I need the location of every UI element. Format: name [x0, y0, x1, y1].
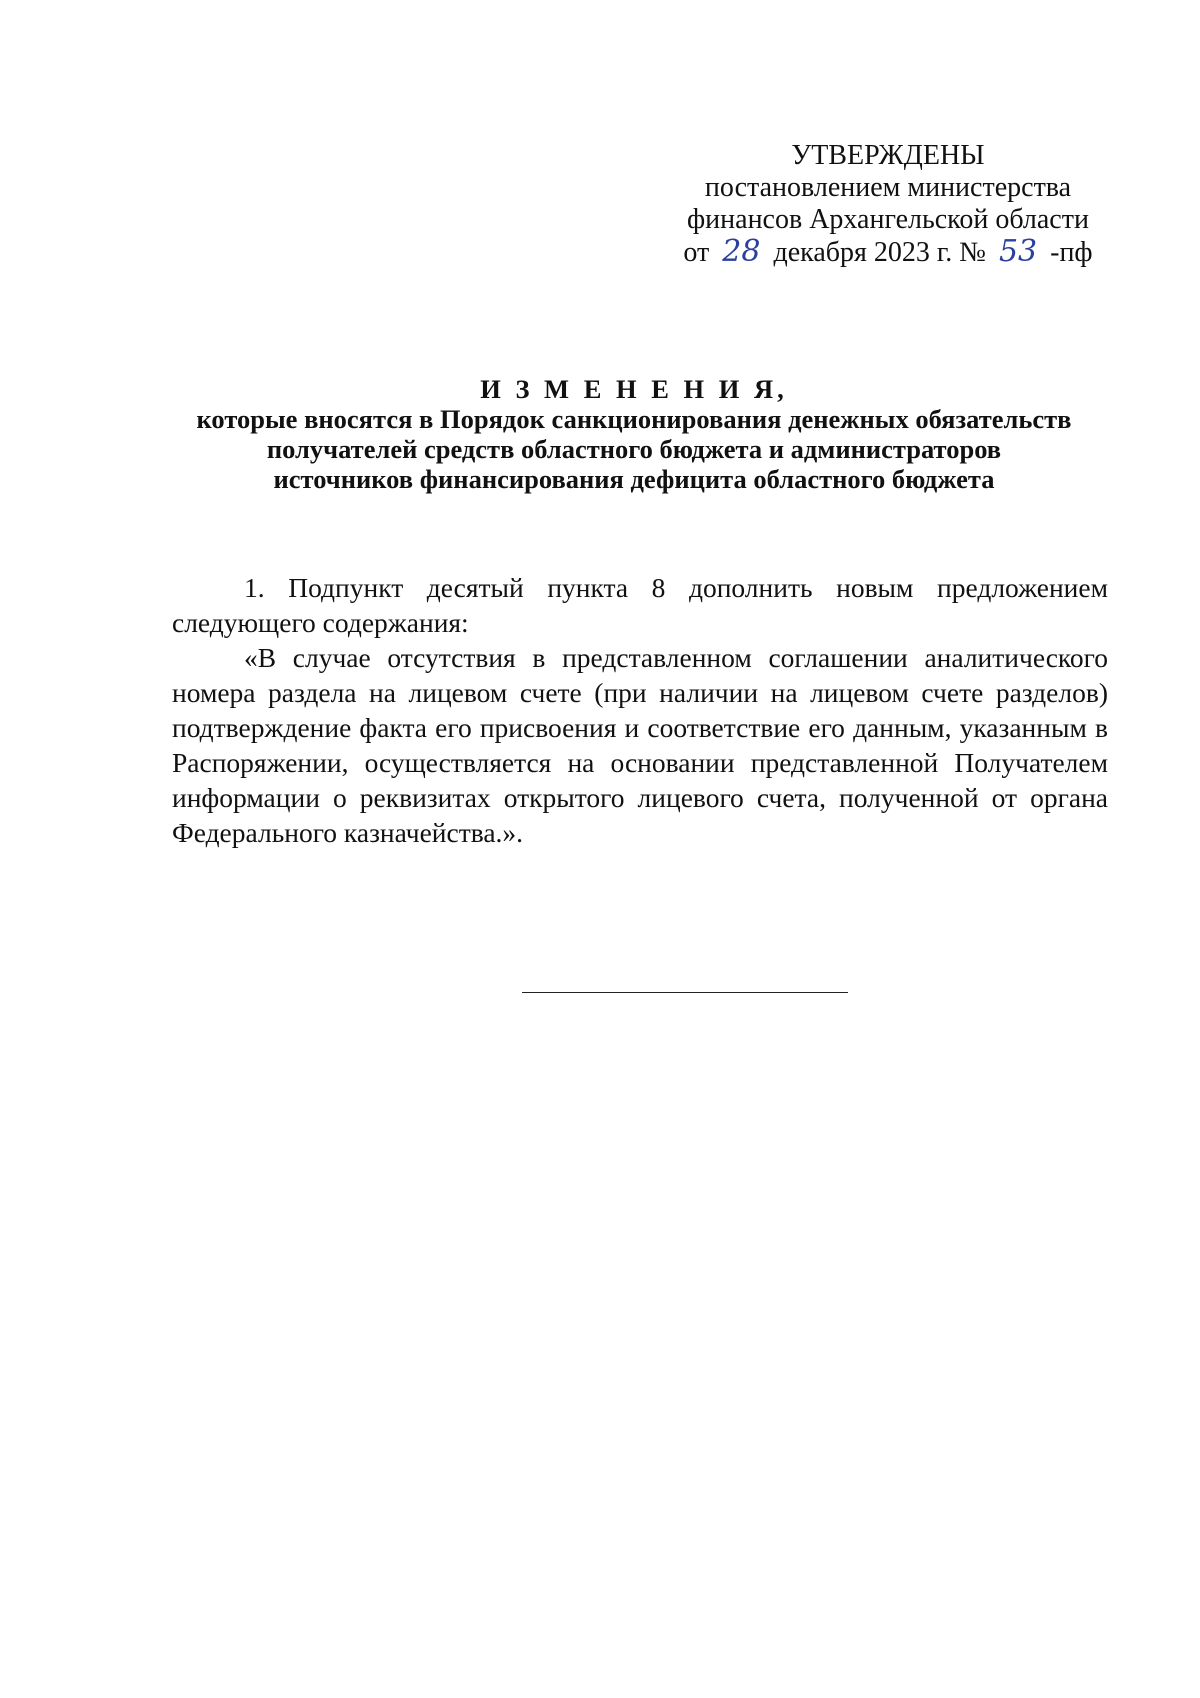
approval-heading: УТВЕРЖДЕНЫ — [791, 140, 985, 171]
title-line-1: которые вносятся в Порядок санкционирования денежных обязательств — [196, 404, 1072, 434]
approval-date-line — [668, 236, 1108, 269]
approval-ministry-line: финансов Архангельской области — [687, 204, 1089, 235]
body-paragraph-2: «В случае отсутствия в представленном соглашении аналитического номера раздела на лицевом счете (при наличии на лицевом счете разделов) подтверждение факта его присвоения и соответствие его данным, указанным в Распоряжении, осуществляется на основании представленной Получателем информации о реквизитах открытого лицевого счета, полученной от органа Федерального казначейства.». — [172, 642, 1108, 848]
number-suffix: -пф — [1050, 237, 1093, 268]
approval-issuer-line: постановлением министерства — [704, 172, 1072, 203]
body-paragraph-1: 1. Подпункт десятый пункта 8 дополнить новым предложением следующего содержания: — [172, 572, 1108, 638]
document-body — [172, 570, 1108, 850]
approval-stamp — [668, 140, 1108, 269]
title-heading: И З М Е Н Е Н И Я, — [480, 374, 788, 404]
document-title — [160, 374, 1108, 494]
date-prefix: от — [683, 237, 710, 268]
handwritten-day: 28 — [722, 234, 761, 269]
date-middle: декабря 2023 г. № — [773, 237, 986, 268]
title-line-2: получателей средств областного бюджета и администраторов — [266, 434, 1002, 464]
title-line-3: источников финансирования дефицита областного бюджета — [273, 464, 995, 494]
handwritten-number: 53 — [998, 234, 1038, 269]
closing-separator-line — [522, 992, 848, 993]
